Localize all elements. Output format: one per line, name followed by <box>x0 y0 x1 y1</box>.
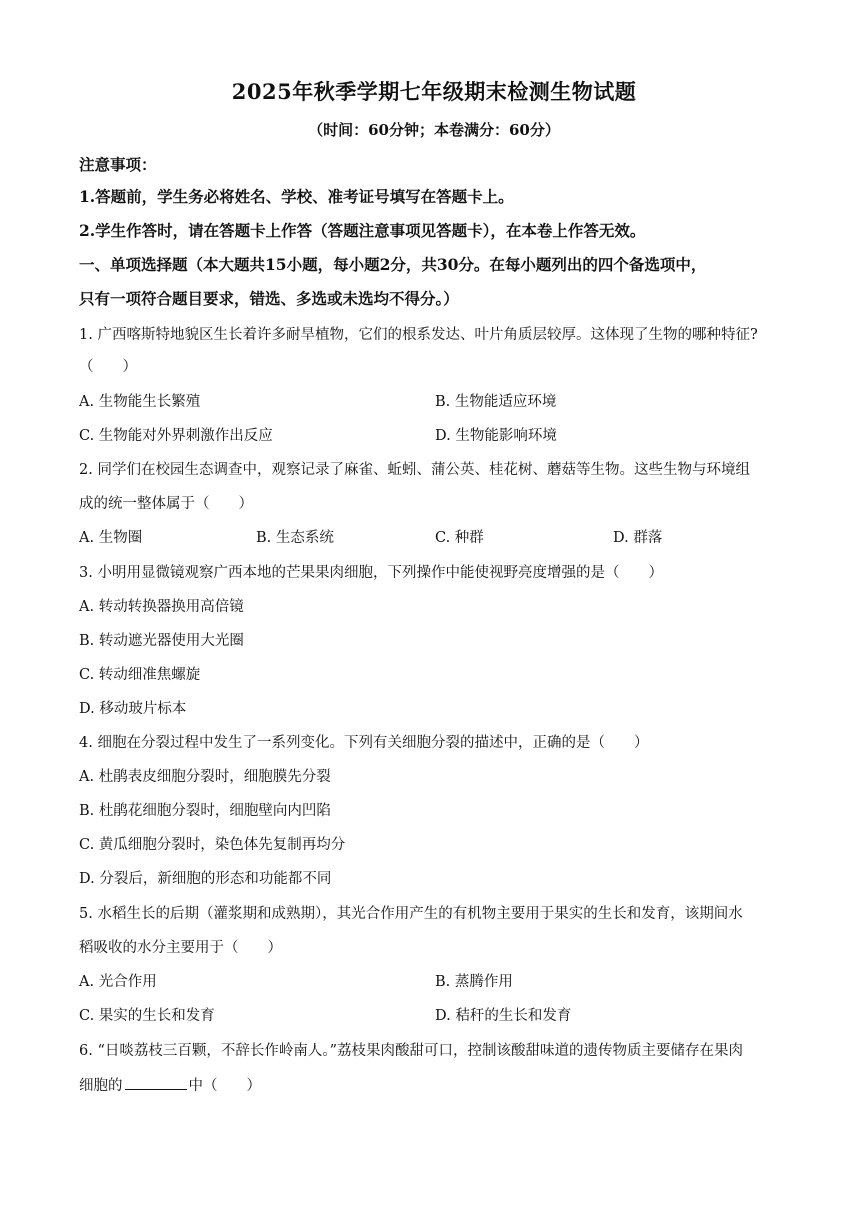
question-6-text-before-blank: 细胞的 <box>79 1078 123 1094</box>
section-heading-line-2: 只有一项符合题目要求，错选、多选或未选均不得分。） <box>79 289 459 308</box>
question-2-option-c: C. 种群 <box>435 530 484 546</box>
notice-item-2: 2.学生作答时，请在答题卡上作答（答题注意事项见答题卡），在本卷上作答无效。 <box>79 221 646 240</box>
answer-blank <box>125 1075 187 1090</box>
question-6-text-after-blank: 中（ ） <box>188 1078 261 1094</box>
question-4-stem: 4. 细胞在分裂过程中发生了一系列变化。下列有关细胞分裂的描述中，正确的是（ ） <box>79 735 649 751</box>
question-3-option-a: A. 转动转换器换用高倍镜 <box>79 599 244 615</box>
question-6-stem-cont <box>79 1075 798 1096</box>
notice-heading: 注意事项： <box>79 155 157 174</box>
question-1-stem: 1. 广西喀斯特地貌区生长着许多耐旱植物，它们的根系发达、叶片角质层较厚。这体现了生物的哪种特征? <box>79 327 758 343</box>
question-2-option-d: D. 群落 <box>613 530 663 546</box>
question-1-option-b: B. 生物能适应环境 <box>435 394 557 410</box>
question-3-option-b: B. 转动遮光器使用大光圈 <box>79 633 244 649</box>
notice-item-1: 1.答题前，学生务必将姓名、学校、准考证号填写在答题卡上。 <box>79 187 514 206</box>
question-3-stem: 3. 小明用显微镜观察广西本地的芒果果肉细胞，下列操作中能使视野亮度增强的是（ ） <box>79 565 663 581</box>
page-subtitle: （时间：60分钟；本卷满分：60分） <box>308 121 560 139</box>
page-title: 2025年秋季学期七年级期末检测生物试题 <box>231 79 637 104</box>
question-5-option-d: D. 秸秆的生长和发育 <box>435 1008 572 1024</box>
question-2-stem-cont: 成的统一整体属于（ ） <box>79 496 253 512</box>
question-3-option-d: D. 移动玻片标本 <box>79 701 187 717</box>
question-1-option-a: A. 生物能生长繁殖 <box>79 394 201 410</box>
question-4-option-a: A. 杜鹃表皮细胞分裂时，细胞膜先分裂 <box>79 769 331 785</box>
question-4-option-c: C. 黄瓜细胞分裂时，染色体先复制再均分 <box>79 837 346 853</box>
question-6-stem: 6. “日啖荔枝三百颗，不辞长作岭南人。”荔枝果肉酸甜可口，控制该酸甜味道的遗传物质主要储存在果肉 <box>79 1043 744 1059</box>
question-5-option-a: A. 光合作用 <box>79 974 157 990</box>
section-heading-line-1: 一、单项选择题（本大题共15小题，每小题2分，共30分。在每小题列出的四个备选项中， <box>79 255 707 274</box>
question-1-option-c: C. 生物能对外界刺激作出反应 <box>79 428 273 444</box>
question-1-stem-cont: （ ） <box>79 359 137 375</box>
question-3-option-c: C. 转动细准焦螺旋 <box>79 667 201 683</box>
question-5-stem-cont: 稻吸收的水分主要用于（ ） <box>79 940 282 956</box>
question-4-option-b: B. 杜鹃花细胞分裂时，细胞壁向内凹陷 <box>79 803 331 819</box>
question-2-option-b: B. 生态系统 <box>256 530 334 546</box>
question-5-option-b: B. 蒸腾作用 <box>435 974 513 990</box>
question-1-option-d: D. 生物能影响环境 <box>435 428 557 444</box>
question-5-stem: 5. 水稻生长的后期（灌浆期和成熟期），其光合作用产生的有机物主要用于果实的生长和发育，该期间水 <box>79 906 743 922</box>
question-2-option-a: A. 生物圈 <box>79 530 143 546</box>
question-4-option-d: D. 分裂后，新细胞的形态和功能都不同 <box>79 871 332 887</box>
question-2-stem: 2. 同学们在校园生态调查中，观察记录了麻雀、蚯蚓、蒲公英、桂花树、蘑菇等生物。这些生物与环境组 <box>79 462 750 478</box>
question-5-option-c: C. 果实的生长和发育 <box>79 1008 215 1024</box>
